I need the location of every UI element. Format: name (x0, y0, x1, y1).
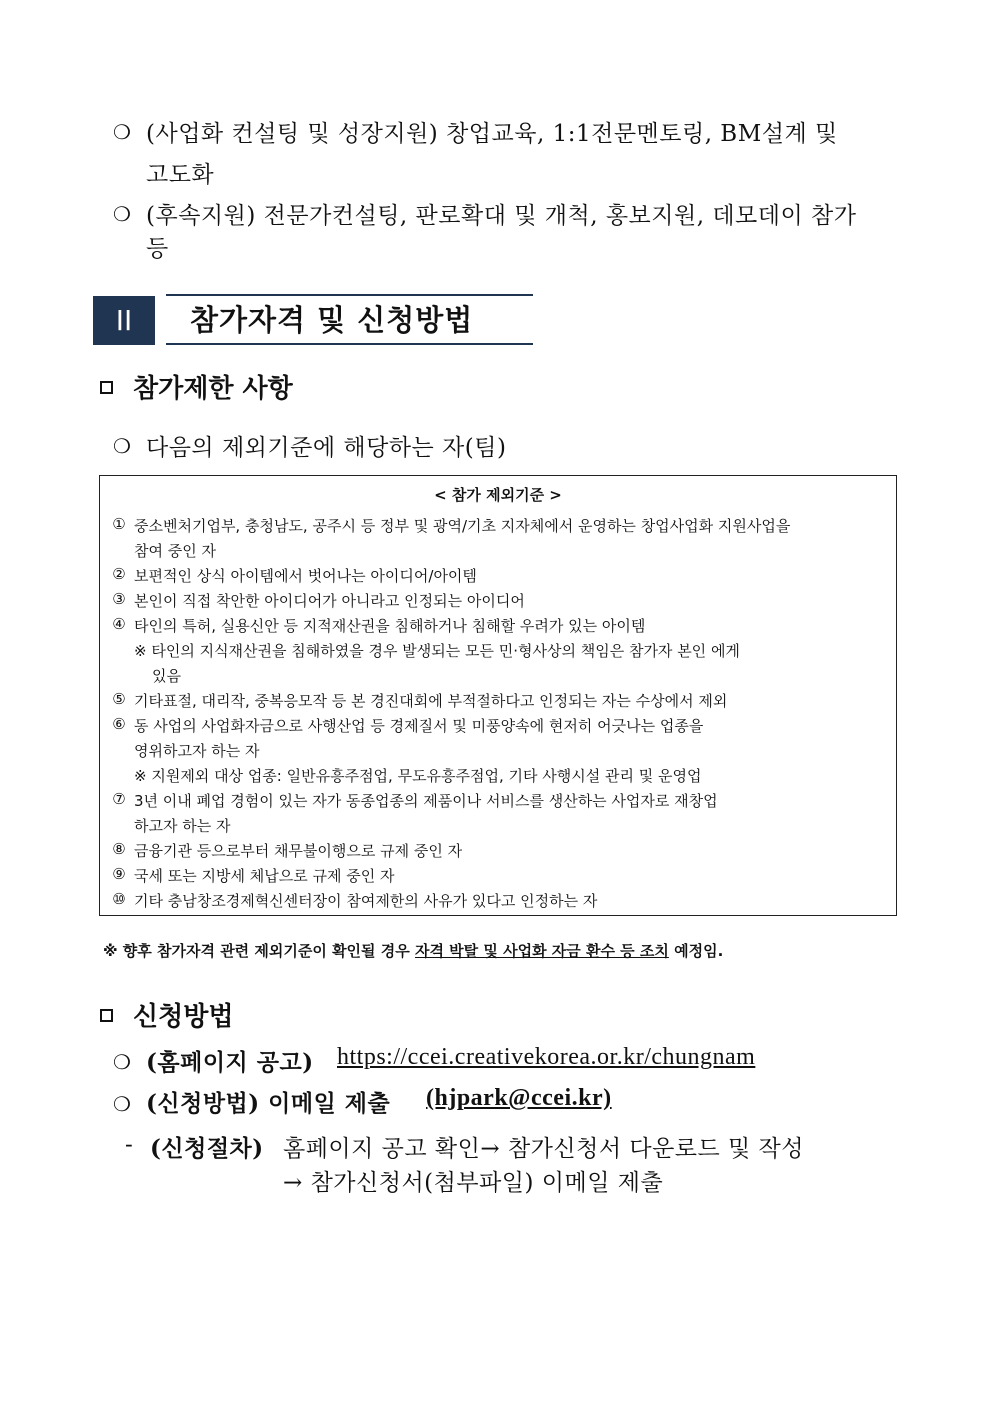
homepage-label: (홈페이지 공고) (146, 1049, 314, 1076)
procedure-dash: - (125, 1132, 134, 1158)
procedure-step-2: → 참가신청서(첨부파일) 이메일 제출 (283, 1170, 664, 1196)
section-number: II (93, 296, 155, 345)
restrictions-bullet: 다음의 제외기준에 해당하는 자(팀) (146, 435, 507, 461)
bullet-text-continued: 고도화 (146, 162, 215, 188)
box-title: < 참가 제외기준 > (434, 486, 562, 504)
restrictions-heading: 참가제한 사항 (133, 374, 293, 404)
hollow-circle-icon: ❍ (113, 434, 131, 458)
hollow-circle-icon: ❍ (113, 1092, 131, 1116)
square-box-icon (100, 381, 113, 394)
hollow-circle-icon: ❍ (113, 120, 131, 144)
warning-note: ※ 향후 참가자격 관련 제외기준이 확인될 경우 자격 박탈 및 사업화 자금 환수 등 조치 예정임. (103, 942, 724, 960)
bullet-text: (후속지원) 전문가컨설팅, 판로확대 및 개척, 홍보지원, 데모데이 참가 등 (146, 203, 857, 262)
homepage-link[interactable]: https://ccei.creativekorea.or.kr/chungnam (337, 1044, 756, 1070)
hollow-circle-icon: ❍ (113, 202, 131, 226)
bullet-text: (사업화 컨설팅 및 성장지원) 창업교육, 1:1전문멘토링, BM설계 및 (146, 121, 838, 147)
square-box-icon (100, 1009, 113, 1022)
section-top-rule (166, 294, 533, 296)
application-heading: 신청방법 (133, 1002, 234, 1032)
method-label: (신청방법) 이메일 제출 (146, 1090, 391, 1117)
note-emphasis: 자격 박탈 및 사업화 자금 환수 등 조치 (414, 942, 669, 960)
section-bottom-rule (166, 343, 533, 345)
hollow-circle-icon: ❍ (113, 1050, 131, 1074)
procedure-step-1: 홈페이지 공고 확인→ 참가신청서 다운로드 및 작성 (283, 1136, 804, 1162)
email-address[interactable]: (hjpark@ccei.kr) (426, 1085, 612, 1111)
procedure-label: (신청절차) (150, 1135, 264, 1162)
section-title: 참가자격 및 신청방법 (190, 303, 474, 337)
exclusion-criteria-box: < 참가 제외기준 > ① 중소벤처기업부, 충청남도, 공주시 등 정부 및 광역/기초 지자체에서 운영하는 창업사업화 지원사업을 참여 중인 자 ② 보편적인 상식 아이템에서 벗어나는 아이디어/아이템 ③ 본인이 직접 착안한 아이디어가 아니라고 인정되는 아이디어 ④ 타인의 특허, 실용신안 등 지적재산권을 침해하거나 침해할 우려가 있는 아이템 ※ 타인의 지식재산권을 침해하였을 경우 발생되는 모든 민·형사상의 책임은 참가자 본인 에게 있음 ⑤ 기타표절, 대리작, 중복응모작 등 본 경진대회에 부적절하다고 인정되는 자는 수상에서 제외 ⑥ 동 사업의 사업화자금으로 사행산업 등 경제질서 및 미풍양속에 현저히 어긋나는 업종을 영위하고자 하는 자 ※ 지원제외 대상 업종: 일반유흥주점업, 무도유흥주점업, 기타 사행시설 관리 및 운영업 ⑦ 3년 이내 폐업 경험이 있는 자가 동종업종의 제품이나 서비스를 생산하는 사업자로 재창업 하고자 하는 자 ⑧ 금융기관 등으로부터 채무불이행으로 규제 중인 자 ⑨ 국세 또는 지방세 체납으로 규제 중인 자 ⑩ 기타 충남창조경제혁신센터장이 참여제한의 사유가 있다고 인정하는 자 (99, 475, 897, 916)
